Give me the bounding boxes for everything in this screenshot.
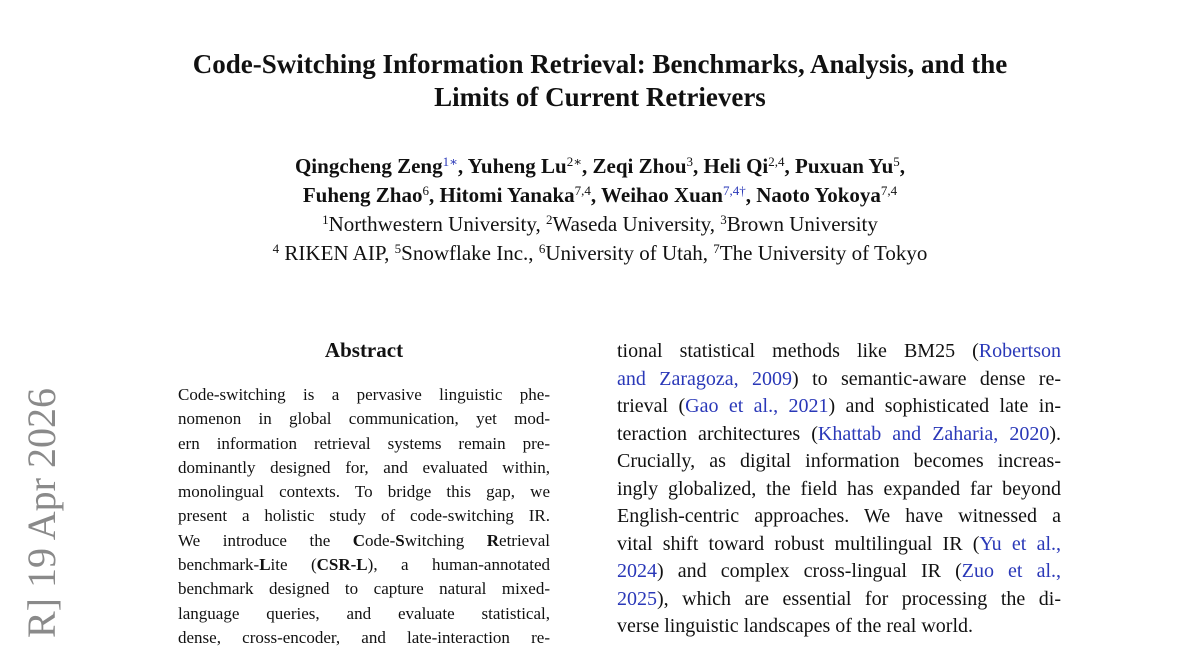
author-affiliation-marker: 2,4 (768, 154, 785, 169)
citation-link[interactable]: Gao et al., 2021 (685, 395, 829, 417)
affiliation-line (150, 239, 1050, 268)
author-separator: , (784, 154, 796, 178)
author-affiliation-marker: 3 (686, 154, 694, 169)
author-name: Zeqi Zhou (592, 154, 687, 178)
affiliation-name: The University of Tokyo (719, 241, 928, 265)
author-line (150, 181, 1050, 210)
author-separator: , (899, 154, 906, 178)
text-line: Crucially, as digital information becomes increas- (617, 450, 1061, 472)
author-name: Hitomi Yanaka (439, 183, 575, 207)
text-line: 2024) and complex cross-lingual IR (Zuo et al., (617, 560, 1062, 582)
text-line: ern information retrieval systems remain pre- (178, 433, 550, 453)
abstract-heading: Abstract (324, 338, 404, 362)
text-line: 2025), which are essential for processing the di- (617, 587, 1061, 610)
paper-title (150, 48, 1050, 114)
author-block (150, 152, 1050, 268)
affiliation-number: 7 (713, 241, 720, 256)
text-line: and Zaragoza, 2009) to semantic-aware dense re- (617, 367, 1061, 390)
citation-link[interactable]: Yu et al., (979, 532, 1062, 555)
author-name: Yuheng Lu (467, 154, 567, 178)
author-name: Naoto Yokoya (756, 183, 881, 207)
author-line (150, 152, 1050, 181)
author-affiliation-marker[interactable]: 1∗ (442, 154, 458, 169)
affiliation-number: 2 (545, 212, 553, 227)
text-line: vital shift toward robust multilingual IR (Yu et al., (617, 532, 1062, 555)
affiliation-name: Waseda University, (552, 212, 721, 236)
author-separator: , (582, 154, 593, 178)
citation-link[interactable]: Khattab and Zaharia, 2020 (817, 422, 1050, 445)
arxiv-side-stamp: R] 19 Apr 2026 (19, 388, 64, 638)
text-line: monolingual contexts. To bridge this gap, we (178, 482, 550, 502)
text-line: trieval (Gao et al., 2021) and sophisticated late in- (617, 395, 1062, 417)
author-affiliation-marker: 7,4 (880, 183, 898, 198)
author-affiliation-marker: 5 (893, 154, 900, 169)
citation-link[interactable]: and Zaragoza, 2009 (617, 367, 793, 390)
author-name: Puxuan Yu (795, 154, 894, 178)
author-name: Fuheng Zhao (302, 183, 423, 207)
author-name: Qingcheng Zeng (294, 154, 443, 178)
author-separator: , (745, 183, 757, 207)
text-line: teraction architectures (Khattab and Zaharia, 2020). (617, 422, 1061, 445)
affiliation-number: 6 (538, 241, 546, 256)
title-line: Limits of Current Retrievers (434, 82, 766, 112)
text-line: benchmark designed to capture natural mixed- (178, 579, 550, 599)
text-line: Code-switching is a pervasive linguistic phe- (178, 385, 550, 404)
author-separator: , (428, 183, 440, 207)
affiliation-name: University of Utah, (545, 241, 714, 265)
text-line: benchmark-Lite (CSR-L), a human-annotated (178, 555, 551, 575)
citation-link[interactable]: 2024 (617, 560, 657, 582)
author-separator: , (590, 183, 602, 207)
author-affiliation-marker: 7,4 (574, 183, 591, 198)
text-line: language queries, and evaluate statistical, (178, 603, 550, 623)
affiliation-line (150, 210, 1050, 239)
affiliation-number: 4 (272, 241, 280, 256)
text-line: English-centric approaches. We have witnessed a (617, 505, 1061, 527)
author-separator: , (693, 154, 704, 178)
author-affiliation-marker[interactable]: 7,4† (722, 183, 746, 198)
title-line: Code-Switching Information Retrieval: Benchmarks, Analysis, and the (192, 49, 1008, 79)
citation-link[interactable]: 2025 (617, 587, 657, 610)
text-line: nomenon in global communication, yet mod- (178, 409, 550, 429)
text-line: dense, cross-encoder, and late-interaction re- (178, 627, 550, 647)
text-line: dominantly designed for, and evaluated within, (178, 457, 550, 477)
author-affiliation-marker: 6 (422, 183, 429, 198)
affiliation-name: Northwestern University, (328, 212, 546, 236)
author-name: Weihao Xuan (601, 183, 723, 207)
intro-column (617, 338, 1061, 641)
affiliation-number: 1 (322, 212, 329, 227)
affiliation-name: RIKEN AIP, (279, 241, 395, 265)
author-name: Heli Qi (703, 154, 769, 178)
affiliation-name: Snowflake Inc., (401, 241, 539, 265)
abstract-body (178, 383, 550, 650)
affiliation-name: Brown University (726, 212, 878, 236)
author-affiliation-marker: 2∗ (566, 154, 583, 169)
text-line: We introduce the Code-Switching Retrieval (178, 530, 550, 550)
affiliation-number: 3 (720, 212, 727, 227)
citation-link[interactable]: Zuo et al., (961, 560, 1062, 582)
affiliation-number: 5 (394, 241, 402, 256)
text-line: verse linguistic landscapes of the real world. (617, 615, 973, 637)
author-separator: , (457, 154, 468, 178)
text-line: tional statistical methods like BM25 (Robertson (617, 340, 1061, 362)
citation-link[interactable]: Robertson (978, 340, 1061, 362)
text-line: ingly globalized, the field has expanded far beyond (617, 477, 1061, 500)
text-line: present a holistic study of code-switching IR. (178, 506, 550, 526)
